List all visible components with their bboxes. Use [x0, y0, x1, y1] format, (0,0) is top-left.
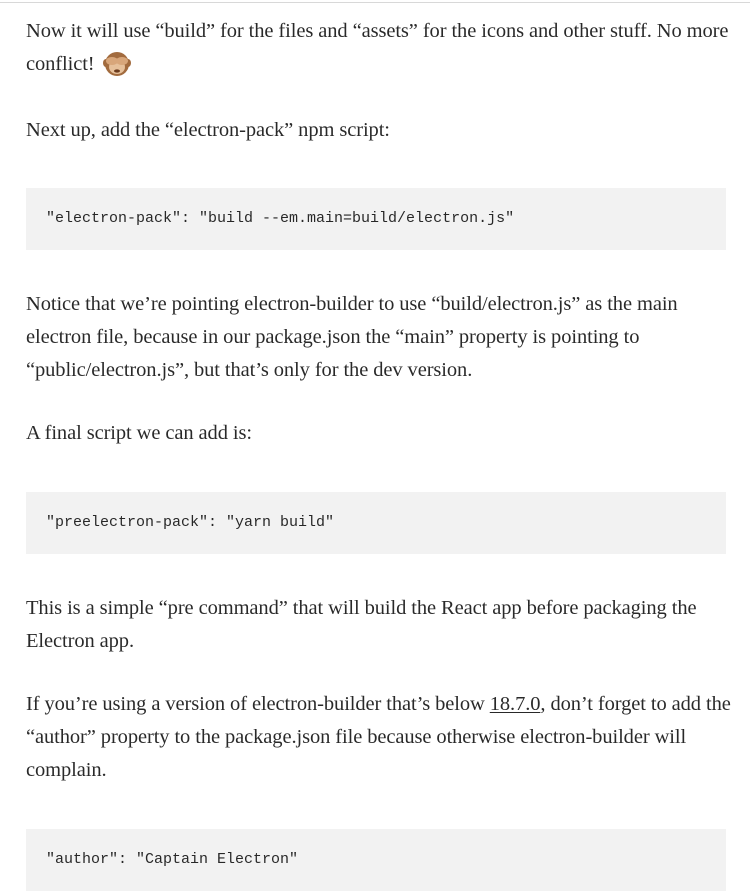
paragraph-text: Now it will use “build” for the files and “assets” for the icons and other stuff. No more conflict! [26, 20, 729, 75]
code-block-preelectron-pack: "preelectron-pack": "yarn build" [26, 492, 726, 554]
paragraph-next-up: Next up, add the “electron-pack” npm script: [26, 119, 390, 141]
paragraph-author-note [26, 688, 731, 787]
see-no-evil-monkey-icon [102, 48, 132, 78]
paragraph-text-after-link: , don’t forget to add the “author” property to the package.json file because otherwise electron-builder will complain. [26, 693, 731, 781]
version-link[interactable]: 18.7.0 [489, 693, 541, 715]
code-block-author: "author": "Captain Electron" [26, 829, 726, 891]
paragraph-notice: Notice that we’re pointing electron-builder to use “build/electron.js” as the main electron file, because in our package.json the “main” property is pointing to “public/electron.js”, but that’s only for the dev version. [26, 293, 678, 381]
paragraph-build-assets [26, 15, 731, 81]
code-block-electron-pack: "electron-pack": "build --em.main=build/electron.js" [26, 188, 726, 250]
paragraph-pre-command: This is a simple “pre command” that will build the React app before packaging the Electron app. [26, 597, 697, 652]
paragraph-text-before-link: If you’re using a version of electron-builder that’s below [26, 693, 490, 715]
top-divider [0, 2, 750, 3]
paragraph-final-script: A final script we can add is: [26, 422, 252, 444]
